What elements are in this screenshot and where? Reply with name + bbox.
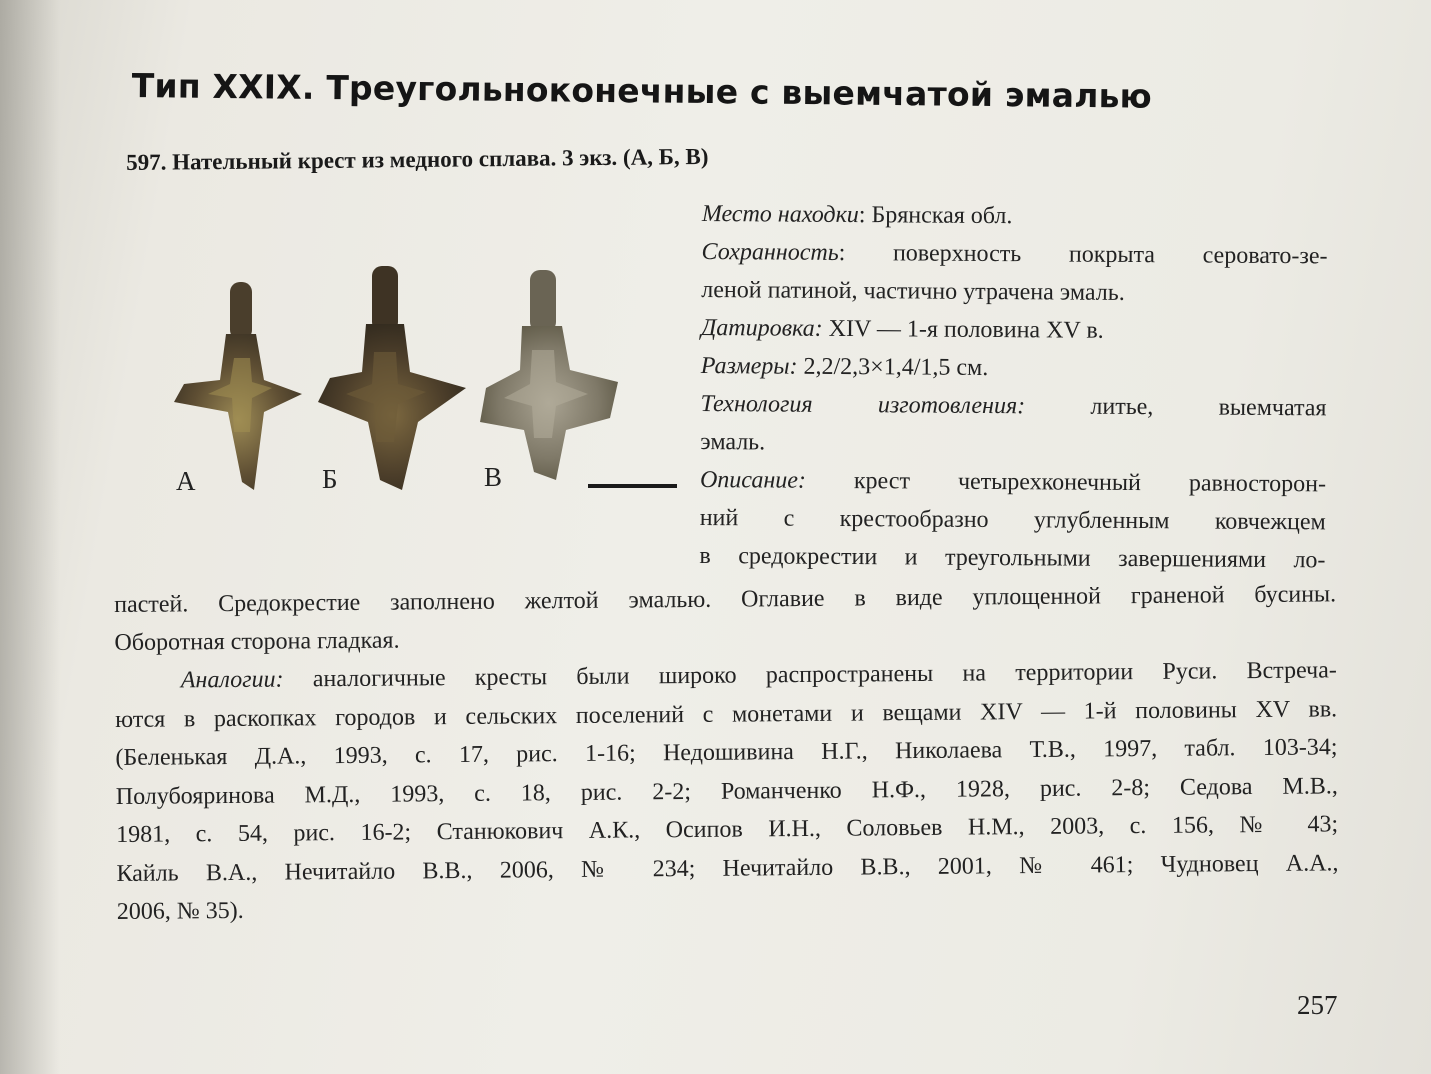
field-description-cont-1: ний с крестообразно углубленным ковчежцем [699, 504, 1326, 536]
page-gutter-shadow [0, 0, 60, 1074]
field-sizes-label: Размеры: [700, 352, 798, 380]
field-location-label: Место находки [701, 200, 859, 229]
field-description-value: крест четырехконечный равносторон- [805, 467, 1327, 498]
field-condition-cont: леной патиной, частично утрачена эмаль. [701, 276, 1125, 306]
analogies-line-7: 2006, № 35). [116, 897, 244, 925]
cross-label-a: А [176, 466, 196, 496]
analogies-label: Аналогии: [180, 666, 284, 694]
analogies-line-5: 1981, с. 54, рис. 16-2; Станюкович А.К., Осипов И.Н., Соловьев Н.М., 2003, с. 156, № 43; [116, 811, 1339, 848]
analogies-line-4: Полубояринова М.Д., 1993, с. 18, рис. 2-2; Романченко Н.Ф., 1928, рис. 2-8; Седова М.В., [115, 772, 1338, 810]
catalog-fields [699, 195, 1328, 579]
field-technology-label: Технология изготовления: [700, 390, 1026, 420]
field-dating-label: Датировка: [700, 314, 823, 342]
field-description-cont-2: в средокрестии и треугольными завершениями ло- [699, 542, 1326, 574]
analogies-line-2: ются в раскопках городов и сельских поселений с монетами и вещами XIV — 1-й половины XV вв. [115, 695, 1338, 733]
field-sizes-value: 2,2/2,3×1,4/1,5 см. [797, 353, 989, 382]
field-dating [701, 309, 1327, 351]
cross-label-b: Б [322, 464, 338, 494]
field-technology-cont: эмаль. [700, 428, 766, 456]
description-line-2: Оборотная сторона гладкая. [114, 627, 400, 656]
field-dating-value: XIV — 1-я половина XV в. [822, 315, 1104, 344]
field-condition-value: : поверхность покрыта серовато-зе- [838, 239, 1328, 270]
analogies-line-3: (Беленькая Д.А., 1993, с. 17, рис. 1-16; Недошивина Н.Г., Николаева Т.В., 1997, табл. 103-34; [115, 734, 1338, 771]
description-line-1: пастей. Средокрестие заполнено желтой эмалью. Оглавие в виде уплощенной граненой бусины. [114, 581, 1337, 618]
analogies-paragraph [115, 651, 1339, 931]
field-technology-value: литье, выемчатая [1025, 393, 1327, 422]
cross-b [318, 266, 466, 490]
cross-c [480, 270, 618, 480]
field-description [700, 461, 1326, 503]
scale-bar [588, 484, 677, 488]
field-technology [700, 385, 1326, 427]
field-description-label: Описание: [699, 466, 807, 494]
analogies-text-1: аналогичные кресты были широко распространены на территории Руси. Встреча- [283, 657, 1337, 693]
body-text [114, 575, 1339, 931]
field-location [702, 195, 1328, 237]
cross-figures [168, 262, 688, 502]
entry-heading: 597. Нательный крест из медного сплава. 3 экз. (А, Б, В) [126, 143, 709, 175]
page-number: 257 [1297, 990, 1338, 1020]
field-condition-label: Сохранность [701, 238, 839, 266]
section-title: Тип XXIX. Треугольноконечные с выемчатой эмалью [131, 66, 1153, 116]
crosses-illustration [168, 262, 688, 502]
field-condition [701, 233, 1327, 275]
field-location-value: : Брянская обл. [858, 202, 1013, 230]
analogies-line-6: Кайль В.А., Нечитайло В.В., 2006, № 234; Нечитайло В.В., 2001, № 461; Чудновец А.А., [116, 849, 1339, 887]
cross-label-c: В [484, 462, 503, 492]
cross-a [174, 282, 302, 490]
field-sizes [701, 347, 1327, 389]
